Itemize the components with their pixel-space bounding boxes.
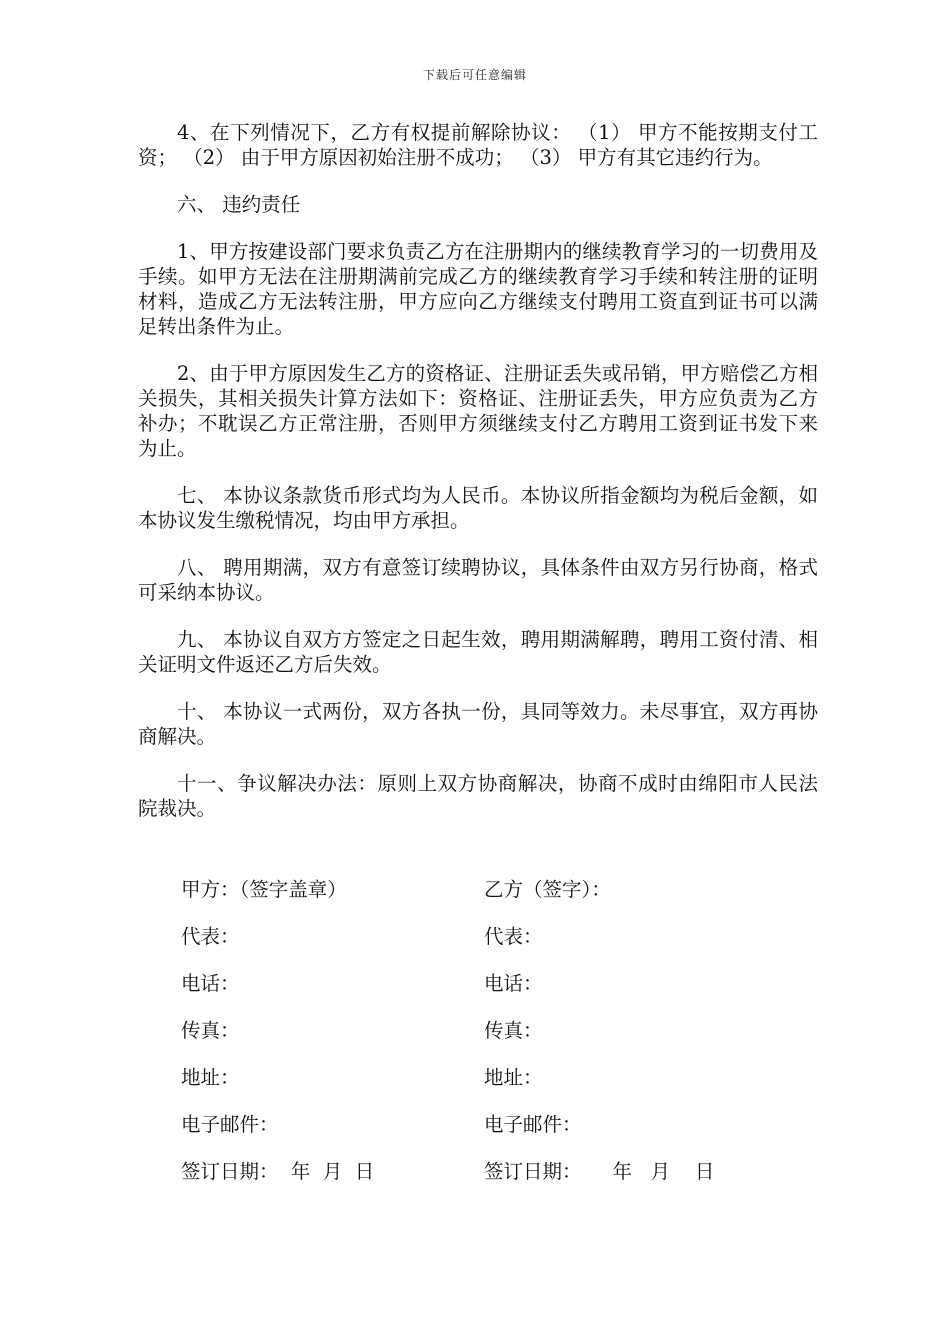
paragraph-education: 1、甲方按建设部门要求负责乙方在注册期内的继续教育学习的一切费用及手续。如甲方无法在注册期满前完成乙方的继续教育学习手续和转注册的证明材料，造成乙方无法转注册，甲方应向乙方继续支付聘用工资直到证书可以满足转出条件为止。 <box>138 240 818 338</box>
signature-row <box>138 921 818 947</box>
document-body <box>138 120 818 843</box>
party-b-email: 电子邮件： <box>484 1113 582 1136</box>
paragraph-effective: 九、 本协议自双方方签定之日起生效，聘用期满解聘，聘用工资付清、相关证明文件返还乙方后失效。 <box>138 628 818 676</box>
party-a-sign-date: 签订日期： 年 月 日 <box>181 1160 375 1183</box>
paragraph-dispute: 十一、争议解决办法：原则上双方协商解决，协商不成时由绵阳市人民法院裁决。 <box>138 772 818 820</box>
signature-row <box>138 1015 818 1041</box>
paragraph-copies: 十、 本协议一式两份，双方各执一份，具同等效力。未尽事宜，双方再协商解决。 <box>138 700 818 748</box>
party-b-sign-date: 签订日期： 年 月 日 <box>484 1160 715 1183</box>
signature-row <box>138 1156 818 1182</box>
party-b-label: 乙方（签字）： <box>484 878 611 901</box>
party-a-phone: 电话： <box>181 972 240 995</box>
paragraph-termination-rights: 4、在下列情况下，乙方有权提前解除协议： （1） 甲方不能按期支付工资； （2） 由于甲方原因初始注册不成功； （3） 甲方有其它违约行为。 <box>138 121 818 169</box>
signature-row <box>138 1109 818 1135</box>
party-a-label: 甲方：（签字盖章） <box>181 878 347 901</box>
paragraph-certificate-loss: 2、由于甲方原因发生乙方的资格证、注册证丢失或吊销，甲方赔偿乙方相关损失，其相关损失计算方法如下：资格证、注册证丢失，甲方应负责为乙方补办；不耽误乙方正常注册，否则甲方须继续支付乙方聘用工资到证书发下来为止。 <box>138 362 818 460</box>
party-a-fax: 传真： <box>181 1019 240 1042</box>
section-heading-liability: 六、 违约责任 <box>177 193 301 216</box>
signature-row <box>138 1062 818 1088</box>
party-a-address: 地址： <box>181 1066 240 1089</box>
paragraph-currency: 七、 本协议条款货币形式均为人民币。本协议所指金额均为税后金额，如本协议发生缴税情况，均由甲方承担。 <box>138 484 818 532</box>
signature-row <box>138 874 818 900</box>
party-a-representative: 代表： <box>181 925 240 948</box>
page-header: 下载后可任意编辑 <box>422 68 527 82</box>
party-b-fax: 传真： <box>484 1019 543 1042</box>
party-b-phone: 电话： <box>484 972 543 995</box>
party-b-representative: 代表： <box>484 925 543 948</box>
party-b-address: 地址： <box>484 1066 543 1089</box>
party-a-email: 电子邮件： <box>181 1113 279 1136</box>
paragraph-renewal: 八、 聘用期满，双方有意签订续聘协议，具体条件由双方另行协商，格式可采纳本协议。 <box>138 556 818 604</box>
signature-row <box>138 968 818 994</box>
